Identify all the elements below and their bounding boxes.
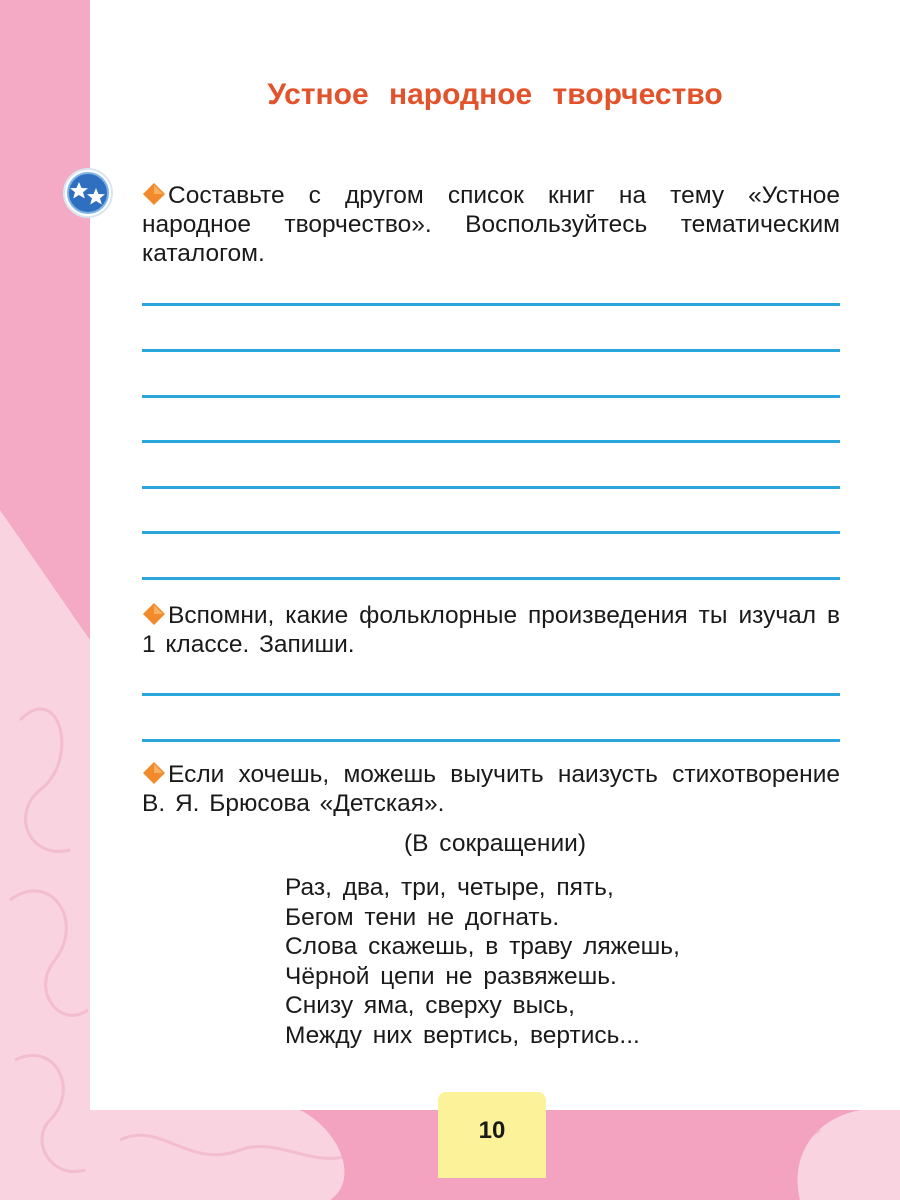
poem [285, 873, 680, 1050]
task-2-text: Вспомни, какие фольклорные произведения ты изучал в 1 классе. Запиши. [142, 602, 840, 658]
poem-line: Слова скажешь, в траву ляжешь, [285, 933, 680, 960]
answer-line[interactable] [142, 303, 840, 306]
answer-line[interactable] [142, 739, 840, 742]
task-1-text: Составьте с другом список книг на тему «Устное народное творчество». Воспользуйтесь тематическим каталогом. [142, 182, 840, 267]
orange-diamond-icon [142, 182, 166, 206]
poem-abridged-note: (В сокращении) [404, 830, 586, 857]
page-number: 10 [478, 1117, 506, 1144]
poem-line: Раз, два, три, четыре, пять, [285, 874, 614, 901]
page-title: Устное народное творчество [267, 78, 723, 111]
answer-line[interactable] [142, 531, 840, 534]
answer-line[interactable] [142, 349, 840, 352]
task-1 [142, 181, 840, 268]
two-stars-icon [63, 168, 113, 218]
orange-diamond-icon [142, 602, 166, 626]
task-3 [142, 760, 840, 818]
task-3-text: Если хочешь, можешь выучить наизусть стихотворение В. Я. Брюсова «Детская». [142, 761, 840, 817]
poem-line: Между них вертись, вертись... [285, 1021, 640, 1049]
answer-line[interactable] [142, 577, 840, 580]
orange-diamond-icon [142, 761, 166, 785]
answer-line[interactable] [142, 395, 840, 398]
answer-line[interactable] [142, 440, 840, 443]
poem-line: Снизу яма, сверху высь, [285, 992, 575, 1019]
poem-line: Чёрной цепи не развяжешь. [285, 962, 617, 990]
answer-line[interactable] [142, 693, 840, 696]
task-2 [142, 601, 840, 659]
poem-line: Бегом тени не догнать. [285, 903, 560, 931]
answer-line[interactable] [142, 486, 840, 489]
